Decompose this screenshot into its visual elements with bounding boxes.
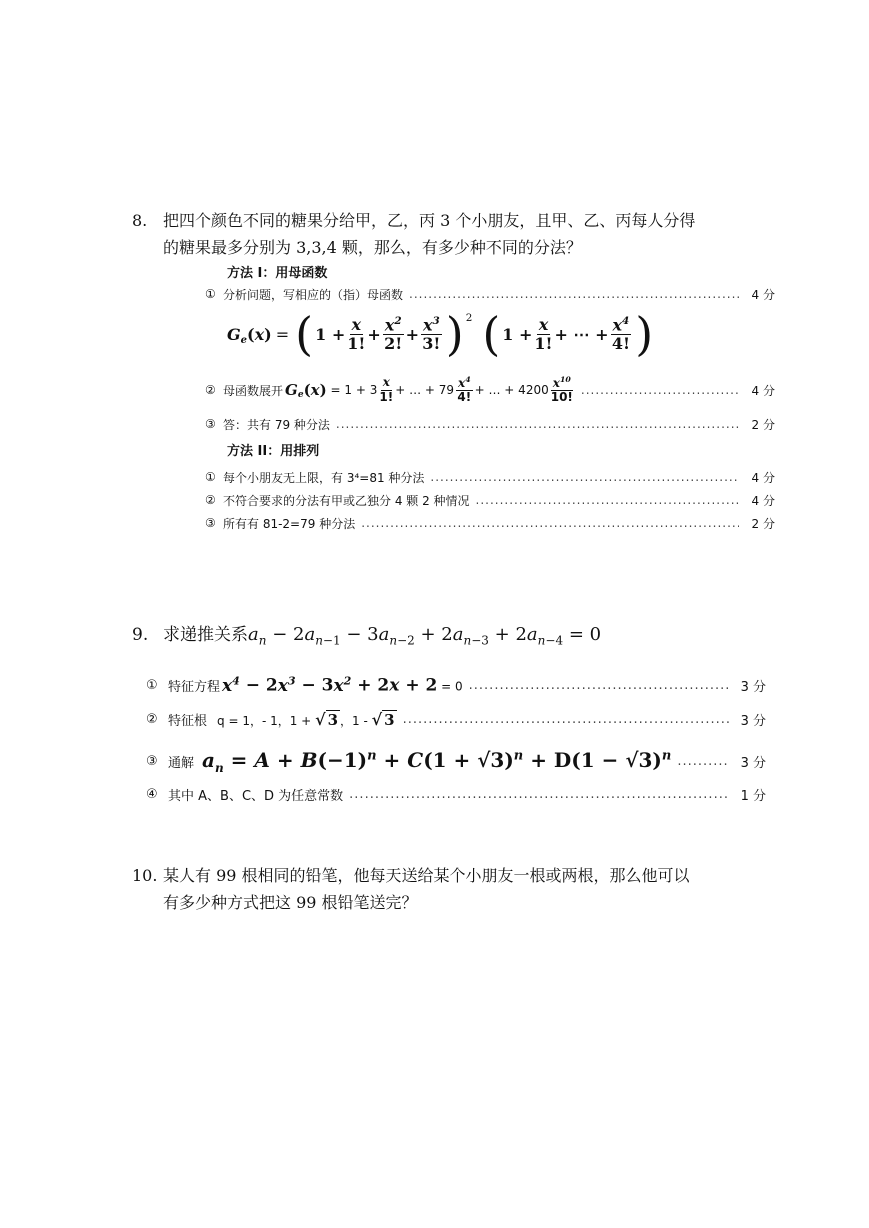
circled-number-3: ③ xyxy=(205,516,216,530)
question-text-line1: 把四个颜色不同的糖果分给甲，乙，丙 3 个小朋友，且甲、乙、丙每人分得 xyxy=(163,211,696,230)
step-label: 特征方程 xyxy=(168,679,221,695)
expansion-expr: G e (x) = 1 + 3 $\frac{x}{1!}$ + … + 79 $\frac{x^4}{4!}$ + … + 4200 $\frac{x^{10}}{10!}$ xyxy=(285,374,573,404)
step-label: 特征根 xyxy=(168,713,208,729)
step-points: 2 分 xyxy=(751,417,775,432)
step-label: 每个小朋友无上限，有 3⁴=81 种分法 xyxy=(223,470,425,485)
step-m2-1 xyxy=(205,468,775,486)
step-9-4 xyxy=(146,784,766,804)
generating-function: G e ( x ) = ( 1 + $\frac{x}{1!}$ + $\frac{x^2}{2!}$ + $\frac{x^3}{3!}$ ) $^2$ ( 1 + $\frac{x}{1!}$ + ⋯ + $\frac{x^4}{4!}$ ) xyxy=(227,307,654,361)
step-9-2 xyxy=(146,706,766,732)
step-points: 1 分 xyxy=(740,788,766,804)
step-points: 4 分 xyxy=(751,383,775,398)
dot-leader xyxy=(349,787,730,802)
general-solution: $a_n = A + B(-1)^n + C(1 + √3)^n + D(1 - √3)^n$ xyxy=(202,747,672,775)
question-text: 求递推关系 xyxy=(163,625,248,645)
dot-leader xyxy=(361,516,739,530)
dot-leader xyxy=(581,383,739,397)
circled-number-2: ② xyxy=(146,711,158,727)
characteristic-roots: q = 1，- 1，1 + √ 3 ，1 - √ 3 xyxy=(217,709,395,729)
question-text-line2: 有多少种方式把这 99 根铅笔送完？ xyxy=(163,893,418,912)
dot-leader xyxy=(403,712,730,727)
recurrence-expr: $a_n - 2a_{n-1} - 3a_{n-2} + 2a_{n-3} + 2a_{n-4} = 0$ xyxy=(248,624,602,648)
circled-number-2: ② xyxy=(205,383,216,397)
step-label: 其中 A、B、C、D 为任意常数 xyxy=(168,788,344,804)
question-number: 9. xyxy=(132,625,149,645)
step-9-3 xyxy=(146,744,766,778)
characteristic-equation: $x^4 - 2x^3 - 3x^2 + 2x + 2 = 0$ xyxy=(222,674,463,696)
step-points: 4 分 xyxy=(751,287,775,302)
step-label: 不符合要求的分法有甲或乙独分 4 颗 2 种情况 xyxy=(223,493,470,508)
question-number: 8. xyxy=(132,211,148,230)
dot-leader xyxy=(677,754,730,769)
dot-leader xyxy=(336,417,739,431)
step-9-1 xyxy=(146,673,766,697)
step-label: 通解 xyxy=(168,755,195,771)
question-9 xyxy=(132,622,601,654)
step-m2-3 xyxy=(205,514,775,532)
step-points: 2 分 xyxy=(751,516,775,531)
step-points: 3 分 xyxy=(740,679,766,695)
step-m1-3 xyxy=(205,415,775,433)
step-label: 所有有 81-2=79 种分法 xyxy=(223,516,356,531)
step-label: 答：共有 79 种分法 xyxy=(223,417,330,432)
dot-leader xyxy=(430,470,739,484)
dot-leader xyxy=(469,678,730,693)
circled-number-2: ② xyxy=(205,493,216,507)
question-number: 10. xyxy=(132,866,158,885)
dot-leader xyxy=(409,287,739,301)
method-2-title: 方法 II：用排列 xyxy=(227,444,320,459)
circled-number-3: ③ xyxy=(146,753,158,769)
dot-leader xyxy=(476,493,739,507)
circled-number-1: ① xyxy=(205,470,216,484)
step-m1-1 xyxy=(205,285,775,303)
circled-number-4: ④ xyxy=(146,786,158,802)
question-text-line2: 的糖果最多分别为 3,3,4 颗，那么，有多少种不同的分法？ xyxy=(163,238,582,257)
step-points: 3 分 xyxy=(740,713,766,729)
step-points: 3 分 xyxy=(740,755,766,771)
step-label: 分析问题，写相应的（指）母函数 xyxy=(223,287,404,302)
circled-number-1: ① xyxy=(146,677,158,693)
step-label: 母函数展开 xyxy=(223,383,284,398)
step-points: 4 分 xyxy=(751,493,775,508)
step-m1-2 xyxy=(205,370,775,410)
circled-number-3: ③ xyxy=(205,417,216,431)
question-text-line1: 某人有 99 根相同的铅笔，他每天送给某个小朋友一根或两根，那么他可以 xyxy=(163,866,690,885)
circled-number-1: ① xyxy=(205,287,216,301)
method-1-title: 方法 I：用母函数 xyxy=(227,266,328,281)
step-m2-2 xyxy=(205,491,775,509)
step-points: 4 分 xyxy=(751,470,775,485)
